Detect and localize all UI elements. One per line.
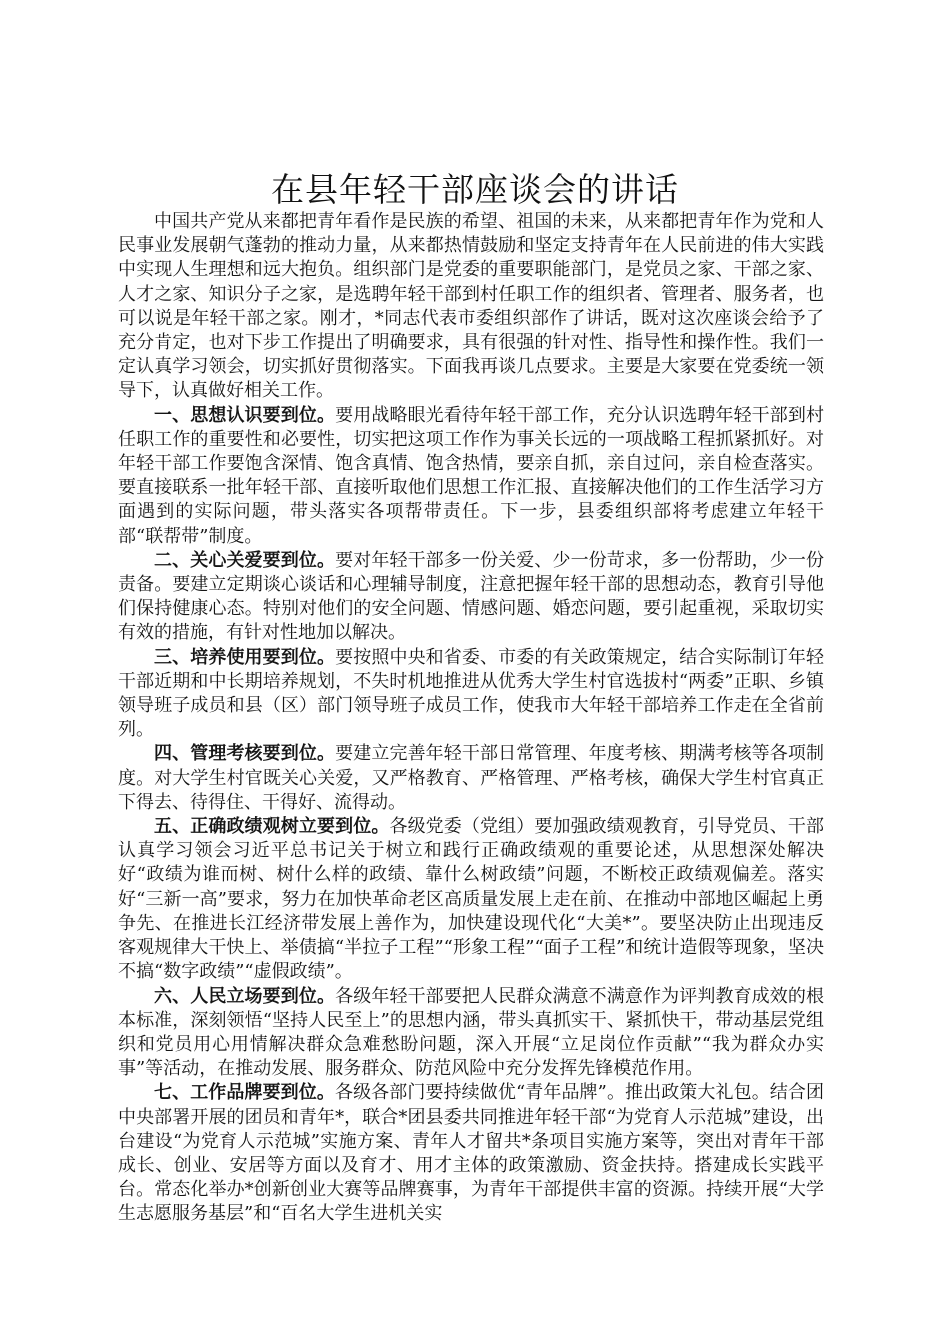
section-heading: 五、正确政绩观树立要到位。 <box>154 816 390 838</box>
section-text: 要按照中央和省委、市委的有关政策规定，结合实际制订年轻干部近期和中长期培养规划，不失时机地推进从优秀大学生村官选拔村“两委”正职、乡镇领导班子成员和县（区）部门领导班子成员工作，使我市大年轻干部培养工作走在全省前列。 <box>118 646 825 741</box>
document-title: 在县年轻干部座谈会的讲话 <box>271 170 679 209</box>
section-paragraph <box>118 985 824 1082</box>
section-text: 各级各部门要持续做优“青年品牌”。推出政策大礼包。结合团中央部署开展的团员和青年*，联合*团县委共同推进年轻干部“为党育人示范城”建设，出台建设“为党育人示范城”实施方案、青年人才留共*条项目实施方案等，突出对青年干部成长、创业、安居等方面以及育才、用才主体的政策激励、资金扶持。搭建成长实践平台。常态化举办*创新创业大赛等品牌赛事，为青年干部提供丰富的资源。持续开展“大学生志愿服务基层”和“百名大学生进机关实 <box>118 1082 825 1225</box>
section-heading: 七、工作品牌要到位。 <box>154 1082 335 1104</box>
section-paragraph <box>118 646 824 743</box>
section-heading: 六、人民立场要到位。 <box>154 985 336 1007</box>
intro-paragraph: 中国共产党从来都把青年看作是民族的希望、祖国的未来，从来都把青年作为党和人民事业发展朝气蓬勃的推动力量，从来都热情鼓励和坚定支持青年在人民前进的伟大实践中实现人生理想和远大抱负。组织部门是党委的重要职能部门，是党员之家、干部之家、人才之家、知识分子之家，是选聘年轻干部到村任职工作的组织者、管理者、服务者，也可以说是年轻干部之家。刚才，*同志代表市委组织部作了讲话，既对这次座谈会给予了充分肯定，也对下步工作提出了明确要求，具有很强的针对性、指导性和操作性。我们一定认真学习领会，切实抓好贯彻落实。下面我再谈几点要求。主要是大家要在党委统一领导下，认真做好相关工作。 <box>118 211 824 402</box>
section-text: 要建立完善年轻干部日常管理、年度考核、期满考核等各项制度。对大学生村官既关心关爱，又严格教育、严格管理、严格考核，确保大学生村官真正下得去、待得住、干得好、流得动。 <box>118 743 825 813</box>
section-text: 要对年轻干部多一份关爱、少一份苛求，多一份帮助，少一份责备。要建立定期谈心谈话和心理辅导制度，注意把握年轻干部的思想动态，教育引导他们保持健康心态。特别对他们的安全问题、情感问题、婚恋问题，要引起重视，采取切实有效的措施，有针对性地加以解决。 <box>118 549 825 644</box>
section-paragraph <box>118 742 824 815</box>
section-paragraph <box>118 1081 824 1226</box>
section-heading: 二、关心关爱要到位。 <box>154 549 336 571</box>
section-paragraph <box>118 815 824 984</box>
section-paragraph <box>118 549 824 646</box>
section-heading: 四、管理考核要到位。 <box>154 743 336 765</box>
section-paragraph <box>118 404 824 549</box>
document-body <box>118 210 824 1227</box>
section-text: 各级党委（党组）要加强政绩观教育，引导党员、干部认真学习领会习近平总书记关于树立和践行正确政绩观的重要论述，从思想深处解决好“政绩为谁而树、树什么样的政绩、靠什么树政绩”问题，不断校正政绩观偏差。落实好“三新一高”要求，努力在加快革命老区高质量发展上走在前、在推动中部地区崛起上勇争先、在推进长江经济带发展上善作为，加快建设现代化“大美*”。要坚决防止出现违反客观规律大干快上、举债搞“半拉子工程”“形象工程”“面子工程”和统计造假等现象，坚决不搞“数字政绩”“虚假政绩”。 <box>118 816 825 983</box>
section-heading: 三、培养使用要到位。 <box>154 646 336 668</box>
section-heading: 一、思想认识要到位。 <box>154 404 336 426</box>
section-text: 各级年轻干部要把人民群众满意不满意作为评判教育成效的根本标准，深刻领悟“坚持人民至上”的思想内涵，带头真抓实干、紧抓快干，带动基层党组织和党员用心用情解决群众急难愁盼问题，深入开展“立足岗位作贡献”“我为群众办实事”等活动，在推动发展、服务群众、防范风险中充分发挥先锋模范作用。 <box>118 985 825 1080</box>
section-text: 要用战略眼光看待年轻干部工作，充分认识选聘年轻干部到村任职工作的重要性和必要性，切实把这项工作作为事关长远的一项战略工程抓紧抓好。对年轻干部工作要饱含深情、饱含真情、饱含热情，要亲自抓，亲自过问，亲自检查落实。要直接联系一批年轻干部、直接听取他们思想工作汇报、直接解决他们的工作生活学习方面遇到的实际问题，带头落实各项帮带责任。下一步，县委组织部将考虑建立年轻干部“联帮带”制度。 <box>118 404 825 547</box>
